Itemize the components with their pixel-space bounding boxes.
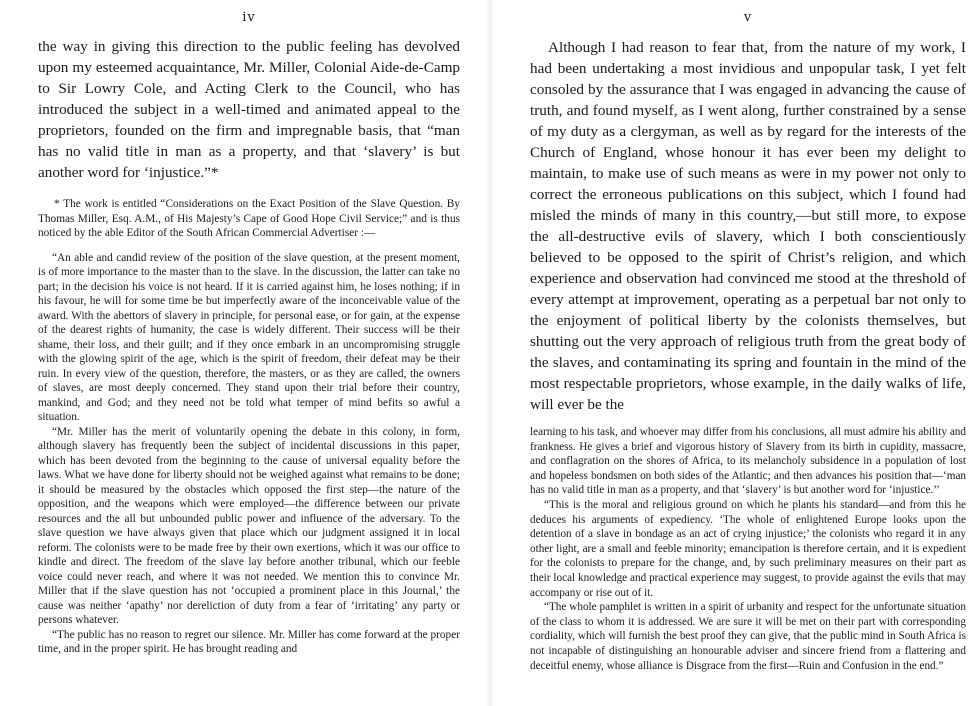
right-page (490, 0, 980, 706)
footnote-quote-paragraph-4: “This is the moral and religious ground on which he plants his standard—and from this he deduces his arguments of expediency. ‘The whole of enlightened Europe looks upon the detention of a slave in bondage as an act of crying injustice;’ the colonists who regard it in any other light, are a small and feeble minority; emancipation is therefore certain, and it is expedient for the colonists to prepare for the change, and, by such preliminary measures on their part as their local knowledge and practical experience may suggest, to provide against the evils that may accompany or rise out of it. (530, 498, 966, 599)
footnote-quote-paragraph-3: “The public has no reason to regret our silence. Mr. Miller has come forward at the proper time, and in the proper spirit. He has brought reading and (38, 628, 460, 655)
left-body-paragraph: the way in giving this direction to the public feeling has devolved upon my esteemed acquaintance, Mr. Miller, Colonial Aide-de-Camp to Sir Lowry Cole, and Acting Clerk to the Council, who has introduced the subject in a well-timed and animated appeal to the proprietors, founded on the firm and impregnable basis, that “man has no valid title in man as a property, and that ‘slavery’ is but another word for ‘injustice.”* (38, 38, 460, 181)
footnote-intro: * The work is entitled “Considerations on the Exact Position of the Slave Question. By Thomas Miller, Esq. A.M., of His Majesty’s Cape of Good Hope Civil Service;” and is thus noticed by the able Editor of the South African Commercial Advertiser :— (38, 198, 460, 239)
footnote-quote-paragraph-5: “The whole pamphlet is written in a spirit of urbanity and respect for the unfortunate situation of the class to whom it is addressed. We are sure it will be met on their part with corresponding cordiality, which will furnish the best proof they can give, that the public mind in South Africa is not incapable of distinguishing an honourable adviser and sincere friend from a flattering and deceitful enemy, whose alliance is Disgrace from the first—Ruin and Confusion in the end.” (530, 601, 966, 672)
footnote-quote-paragraph-1: “An able and candid review of the position of the slave question, at the present moment, is of more importance to the master than to the slave. In the discussion, the latter can take no part; in the decision his voice is not heard. If it is carried against him, he loses nothing; if in his favour, he will for some time be but imperfectly aware of the inconceivable value of the award. With the abettors of slavery in principle, for personal ease, or for gain, at the expense of the dearest rights of humanity, the case is widely different. Their success will be their shame, their loss, and their guilt; and if they once embark in an uncompromising struggle with the glowing spirit of the age, which is the spirit of freedom, their defeat may be their ruin. In every view of the question, therefore, the masters, or as they are called, the owners of slaves, are most deeply concerned. They stand upon their trial before their country, mankind, and God; and they need not be told what temper of mind befits so awful a situation. (38, 251, 460, 423)
footnote-quote-paragraph-2: “Mr. Miller has the merit of voluntarily opening the debate in this colony, in form, although slavery has frequently been the subject of incidental discussions in this paper, which has been devoted from the beginning to the cause of universal equality before the laws. What we have done for liberty should not be weighed against what remains to be done; it should be measured by the obstacles which opposed the first step—the nature of the opposition, and the weapons which were employed—the difference between our private resources and the all but unbounded public power and influence of the adversary. To the slave question we have always given that place which our judgment assigned it in local reform. The colonists were to be made free by their own exertions, which it was our office to kindle and direct. The freedom of the slave lay before another tribunal, which our feeble voice could never reach, and where it was not needed. We mention this to convince Mr. Miller that if the slave question has not ‘occupied a prominent place in this Journal,’ the cause was neither ‘apathy’ nor dereliction of duty from a fear of ‘irritating’ any party or persons whatever. (38, 425, 460, 626)
footnote-continuation (530, 425, 966, 673)
page-number-v: v (743, 10, 753, 25)
right-body-paragraph: Although I had reason to fear that, from the nature of my work, I had been undertaking a most invidious and unpopular task, I yet felt consoled by the assurance that I was engaged in advancing the cause of truth, and found myself, as I went along, further constrained by a sense of my duty as a clergyman, as well as by regard for the interests of the Church of England, whose honour it has ever been my delight to maintain, to make use of such means as were in my power not only to correct the erroneous publications on this subject, which I found had misled the minds of many in this country,—but still more, to expose the all-destructive evils of slavery, which I both conscientiously believed to be opposed to the spirit of Christ’s religion, and which experience and observation had convinced me stood at the threshold of every attempt at improvement, operating as a perpetual bar not only to the enjoyment of political liberty by the colonists themselves, but shutting out the very approach of religious truth from the great body of the slaves, and contaminating its spring and fountain in the mind of the most respectable proprietors, whose example, in the daily walks of life, will ever be the (530, 39, 966, 413)
footnote-quote-continued: learning to his task, and whoever may differ from his conclusions, all must admire his ability and frankness. He gives a brief and vigorous history of Slavery from its birth in cupidity, massacre, and conflagration on the shores of Africa, to its melancholy subsidence in a population of lost and hopeless bondsmen on both sides of the Atlantic; and then advances his position that—‘man has no valid title in man as a property, and that ‘slavery’ is but another word for ‘injustice.’’ (530, 426, 966, 497)
page-number-iv: iv (242, 10, 256, 25)
book-gutter (486, 0, 494, 706)
